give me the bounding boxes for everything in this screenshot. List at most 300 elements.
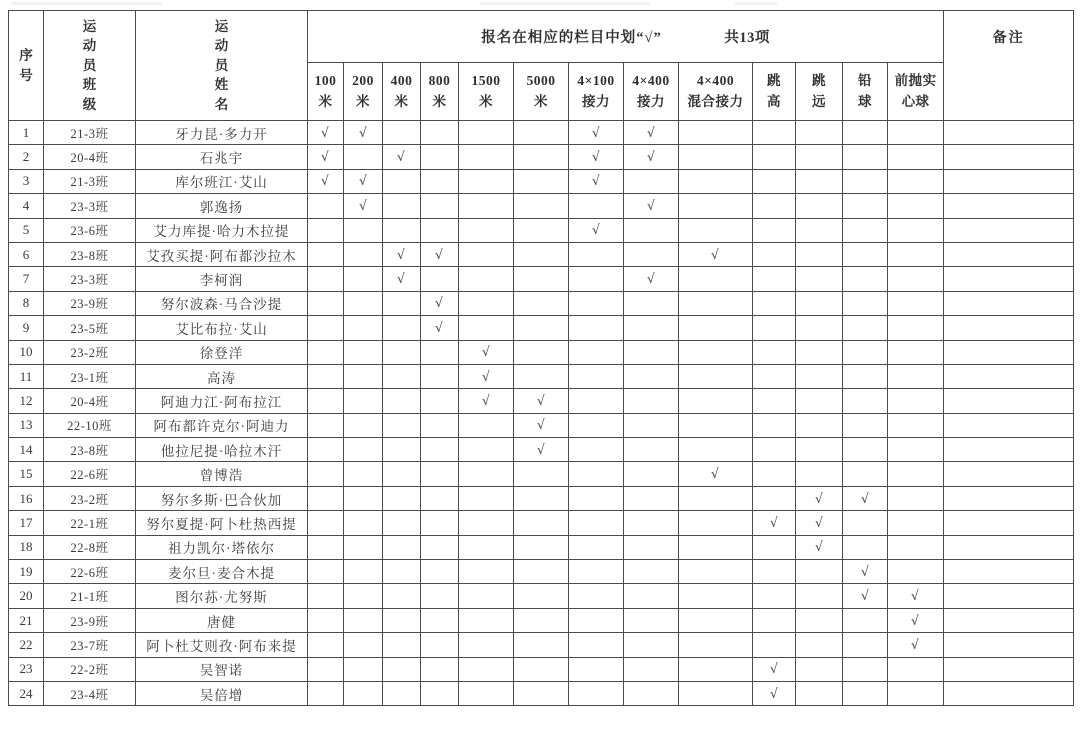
serial-cell: 23 (9, 657, 44, 681)
check-cell (344, 584, 383, 608)
check-cell (624, 633, 679, 657)
check-cell (624, 511, 679, 535)
check-mark: √ (396, 149, 407, 166)
check-cell (344, 608, 383, 632)
name-cell: 牙力昆·多力开 (136, 121, 308, 145)
check-mark: √ (910, 588, 921, 605)
check-cell (344, 145, 383, 169)
check-mark: √ (646, 149, 656, 166)
check-cell (796, 218, 843, 242)
check-cell (843, 389, 888, 413)
check-cell (843, 560, 888, 584)
check-cell (421, 657, 459, 681)
scan-artifact (480, 2, 650, 5)
remark-cell (944, 389, 1074, 413)
check-cell (753, 291, 796, 315)
check-cell (383, 535, 421, 559)
serial-cell: 10 (9, 340, 44, 364)
check-cell (624, 486, 679, 510)
check-cell (514, 413, 569, 437)
check-cell (421, 389, 459, 413)
table-row (9, 511, 1074, 535)
check-cell (421, 291, 459, 315)
check-cell (421, 242, 459, 266)
check-cell (421, 681, 459, 705)
check-cell (753, 535, 796, 559)
check-cell (421, 438, 459, 462)
class-cell: 23-9班 (44, 291, 136, 315)
check-cell (421, 194, 459, 218)
class-cell: 22-6班 (44, 462, 136, 486)
check-cell (753, 486, 796, 510)
check-cell (459, 169, 514, 193)
check-mark: √ (396, 247, 407, 263)
check-mark: √ (646, 125, 656, 141)
check-cell (514, 486, 569, 510)
name-cell: 曾博浩 (136, 462, 308, 486)
class-cell: 22-1班 (44, 511, 136, 535)
class-cell: 23-7班 (44, 633, 136, 657)
serial-cell: 18 (9, 535, 44, 559)
check-mark: √ (434, 247, 445, 263)
class-cell: 20-4班 (44, 389, 136, 413)
check-cell (514, 291, 569, 315)
check-cell (344, 169, 383, 193)
serial-cell: 13 (9, 413, 44, 437)
check-cell (569, 121, 624, 145)
check-cell (796, 560, 843, 584)
event-column-header: 5000 米 (514, 63, 569, 121)
name-cell: 艾力库提·哈力木拉提 (136, 218, 308, 242)
check-cell (569, 681, 624, 705)
event-column-header: 4×400 混合接力 (679, 63, 753, 121)
check-cell (421, 608, 459, 632)
check-cell (888, 340, 944, 364)
events-count-text: 共13项 (724, 30, 770, 46)
check-cell (796, 584, 843, 608)
check-cell (344, 218, 383, 242)
check-cell (344, 364, 383, 388)
serial-cell: 12 (9, 389, 44, 413)
check-cell (569, 560, 624, 584)
header-remark (944, 11, 1074, 121)
check-cell (569, 340, 624, 364)
check-cell (753, 608, 796, 632)
check-cell (459, 657, 514, 681)
check-cell (383, 560, 421, 584)
check-cell (308, 486, 344, 510)
check-cell (796, 438, 843, 462)
check-cell (624, 438, 679, 462)
check-cell (796, 535, 843, 559)
check-cell (383, 413, 421, 437)
event-column-header: 4×400 接力 (624, 63, 679, 121)
check-cell (624, 681, 679, 705)
name-cell: 吴倍增 (136, 681, 308, 705)
check-cell (624, 316, 679, 340)
check-cell (624, 560, 679, 584)
check-cell (514, 316, 569, 340)
remark-cell (944, 340, 1074, 364)
check-cell (888, 608, 944, 632)
check-mark: √ (860, 491, 870, 507)
check-cell (888, 145, 944, 169)
class-cell: 21-1班 (44, 584, 136, 608)
check-cell (796, 511, 843, 535)
check-cell (624, 364, 679, 388)
table-body (9, 121, 1074, 706)
class-cell: 23-5班 (44, 316, 136, 340)
check-cell (843, 121, 888, 145)
check-cell (421, 267, 459, 291)
check-cell (888, 121, 944, 145)
check-cell (679, 413, 753, 437)
check-cell (383, 145, 421, 169)
check-cell (344, 291, 383, 315)
check-cell (753, 389, 796, 413)
check-cell (344, 657, 383, 681)
check-cell (421, 413, 459, 437)
check-cell (514, 608, 569, 632)
header-athlete-name (136, 11, 308, 121)
table-row (9, 145, 1074, 169)
check-cell (308, 511, 344, 535)
check-cell (459, 121, 514, 145)
check-cell (514, 194, 569, 218)
table-row (9, 584, 1074, 608)
check-mark: √ (769, 686, 779, 702)
remark-cell (944, 364, 1074, 388)
check-cell (679, 657, 753, 681)
check-cell (459, 291, 514, 315)
check-cell (569, 194, 624, 218)
table-row (9, 633, 1074, 657)
serial-cell: 4 (9, 194, 44, 218)
serial-cell: 6 (9, 242, 44, 266)
check-cell (344, 316, 383, 340)
check-cell (888, 584, 944, 608)
check-cell (888, 316, 944, 340)
check-cell (308, 389, 344, 413)
check-cell (514, 657, 569, 681)
check-cell (569, 242, 624, 266)
check-cell (421, 218, 459, 242)
check-mark: √ (860, 588, 870, 605)
check-cell (796, 145, 843, 169)
check-cell (421, 560, 459, 584)
check-mark: √ (769, 662, 779, 678)
check-cell (383, 389, 421, 413)
check-cell (514, 462, 569, 486)
name-cell: 祖力凯尔·塔依尔 (136, 535, 308, 559)
check-cell (383, 364, 421, 388)
check-cell (796, 194, 843, 218)
check-cell (888, 242, 944, 266)
check-cell (383, 267, 421, 291)
check-cell (514, 145, 569, 169)
check-cell (753, 511, 796, 535)
name-cell: 李柯润 (136, 267, 308, 291)
check-mark: √ (434, 320, 445, 337)
check-cell (753, 560, 796, 584)
check-cell (308, 218, 344, 242)
check-cell (569, 608, 624, 632)
check-cell (679, 389, 753, 413)
check-cell (753, 364, 796, 388)
check-mark: √ (320, 174, 331, 190)
class-cell: 23-3班 (44, 194, 136, 218)
header-serial (9, 11, 44, 121)
check-cell (514, 535, 569, 559)
header-remark-label: 备注 (992, 31, 1025, 46)
table-row (9, 486, 1074, 510)
remark-cell (944, 681, 1074, 705)
serial-cell: 5 (9, 218, 44, 242)
remark-cell (944, 218, 1074, 242)
check-cell (569, 657, 624, 681)
check-cell (569, 145, 624, 169)
check-mark: √ (434, 296, 445, 312)
check-cell (383, 340, 421, 364)
check-cell (796, 340, 843, 364)
check-cell (459, 438, 514, 462)
check-cell (308, 657, 344, 681)
check-cell (843, 267, 888, 291)
check-mark: √ (814, 515, 824, 532)
check-cell (308, 340, 344, 364)
check-cell (753, 194, 796, 218)
event-column-header: 铅 球 (843, 63, 888, 121)
check-cell (421, 535, 459, 559)
check-cell (569, 364, 624, 388)
name-cell: 努尔多斯·巴合伙加 (136, 486, 308, 510)
check-cell (383, 121, 421, 145)
check-cell (459, 389, 514, 413)
class-cell: 21-3班 (44, 169, 136, 193)
class-cell: 23-2班 (44, 340, 136, 364)
check-cell (679, 121, 753, 145)
check-cell (569, 316, 624, 340)
check-mark: √ (536, 418, 546, 434)
check-cell (569, 462, 624, 486)
check-cell (308, 169, 344, 193)
check-cell (843, 535, 888, 559)
check-cell (383, 486, 421, 510)
check-mark: √ (358, 125, 368, 141)
check-cell (796, 462, 843, 486)
remark-cell (944, 511, 1074, 535)
check-cell (514, 169, 569, 193)
name-cell: 阿布都许克尔·阿迪力 (136, 413, 308, 437)
remark-cell (944, 486, 1074, 510)
check-cell (459, 608, 514, 632)
class-cell: 20-4班 (44, 145, 136, 169)
registration-table (8, 10, 1074, 706)
check-cell (344, 194, 383, 218)
check-cell (753, 242, 796, 266)
check-cell (421, 511, 459, 535)
check-cell (796, 242, 843, 266)
check-mark: √ (536, 442, 546, 459)
class-cell: 23-9班 (44, 608, 136, 632)
check-cell (383, 291, 421, 315)
check-cell (344, 267, 383, 291)
check-cell (344, 121, 383, 145)
check-cell (679, 340, 753, 364)
table-row (9, 462, 1074, 486)
check-cell (679, 169, 753, 193)
serial-cell: 15 (9, 462, 44, 486)
check-cell (459, 462, 514, 486)
check-cell (888, 681, 944, 705)
check-cell (796, 316, 843, 340)
check-cell (459, 194, 514, 218)
class-cell: 23-6班 (44, 218, 136, 242)
check-cell (796, 267, 843, 291)
check-cell (679, 608, 753, 632)
check-cell (514, 340, 569, 364)
check-mark: √ (814, 491, 824, 507)
check-cell (624, 340, 679, 364)
remark-cell (944, 608, 1074, 632)
check-cell (421, 584, 459, 608)
check-cell (383, 584, 421, 608)
check-cell (569, 438, 624, 462)
check-cell (843, 218, 888, 242)
check-cell (753, 681, 796, 705)
event-column-header: 4×100 接力 (569, 63, 624, 121)
check-cell (679, 511, 753, 535)
check-cell (624, 413, 679, 437)
check-cell (753, 413, 796, 437)
check-mark: √ (860, 564, 870, 580)
table-row (9, 560, 1074, 584)
check-cell (344, 486, 383, 510)
check-cell (888, 633, 944, 657)
serial-cell: 8 (9, 291, 44, 315)
check-cell (569, 633, 624, 657)
check-cell (888, 389, 944, 413)
check-cell (459, 267, 514, 291)
check-cell (383, 633, 421, 657)
check-cell (569, 535, 624, 559)
serial-cell: 24 (9, 681, 44, 705)
check-cell (843, 194, 888, 218)
check-cell (514, 389, 569, 413)
check-cell (459, 511, 514, 535)
check-mark: √ (396, 271, 407, 288)
serial-cell: 9 (9, 316, 44, 340)
check-cell (383, 316, 421, 340)
check-mark: √ (481, 369, 491, 385)
table-row (9, 438, 1074, 462)
class-cell: 23-3班 (44, 267, 136, 291)
check-cell (796, 291, 843, 315)
check-cell (514, 267, 569, 291)
check-mark: √ (320, 149, 331, 166)
check-cell (624, 242, 679, 266)
class-cell: 22-10班 (44, 413, 136, 437)
serial-cell: 7 (9, 267, 44, 291)
table-row (9, 218, 1074, 242)
remark-cell (944, 462, 1074, 486)
check-cell (344, 633, 383, 657)
check-cell (344, 242, 383, 266)
event-column-header: 400 米 (383, 63, 421, 121)
header-athlete-class-label: 运动员班级 (82, 18, 97, 112)
name-cell: 库尔班江·艾山 (136, 169, 308, 193)
name-cell: 麦尔旦·麦合木提 (136, 560, 308, 584)
check-mark: √ (910, 637, 921, 654)
check-mark: √ (536, 393, 546, 410)
check-cell (796, 413, 843, 437)
check-cell (679, 364, 753, 388)
check-cell (514, 242, 569, 266)
check-cell (753, 267, 796, 291)
check-cell (459, 486, 514, 510)
check-cell (753, 121, 796, 145)
serial-cell: 20 (9, 584, 44, 608)
check-cell (514, 560, 569, 584)
check-cell (753, 145, 796, 169)
check-cell (843, 681, 888, 705)
check-mark: √ (646, 198, 656, 215)
check-cell (624, 657, 679, 681)
name-cell: 郭逸扬 (136, 194, 308, 218)
check-cell (383, 511, 421, 535)
check-mark: √ (358, 174, 368, 190)
check-cell (383, 194, 421, 218)
table-row (9, 535, 1074, 559)
check-cell (753, 584, 796, 608)
table-row (9, 657, 1074, 681)
class-cell: 23-8班 (44, 242, 136, 266)
remark-cell (944, 316, 1074, 340)
table-row (9, 340, 1074, 364)
check-cell (383, 438, 421, 462)
check-cell (569, 486, 624, 510)
name-cell: 艾孜买提·阿布都沙拉木 (136, 242, 308, 266)
check-cell (624, 145, 679, 169)
remark-cell (944, 194, 1074, 218)
event-column-header: 800 米 (421, 63, 459, 121)
check-cell (514, 511, 569, 535)
check-cell (421, 316, 459, 340)
check-cell (624, 462, 679, 486)
check-cell (624, 194, 679, 218)
table-row (9, 194, 1074, 218)
check-cell (308, 413, 344, 437)
check-cell (679, 291, 753, 315)
check-cell (624, 535, 679, 559)
check-cell (753, 633, 796, 657)
table-row (9, 364, 1074, 388)
remark-cell (944, 291, 1074, 315)
event-column-header: 100 米 (308, 63, 344, 121)
check-cell (843, 511, 888, 535)
serial-cell: 17 (9, 511, 44, 535)
check-mark: √ (769, 515, 779, 532)
check-cell (459, 218, 514, 242)
check-cell (679, 633, 753, 657)
check-cell (796, 681, 843, 705)
check-cell (679, 486, 753, 510)
check-cell (421, 486, 459, 510)
check-cell (344, 438, 383, 462)
check-cell (459, 535, 514, 559)
check-cell (344, 535, 383, 559)
event-column-header: 跳 远 (796, 63, 843, 121)
